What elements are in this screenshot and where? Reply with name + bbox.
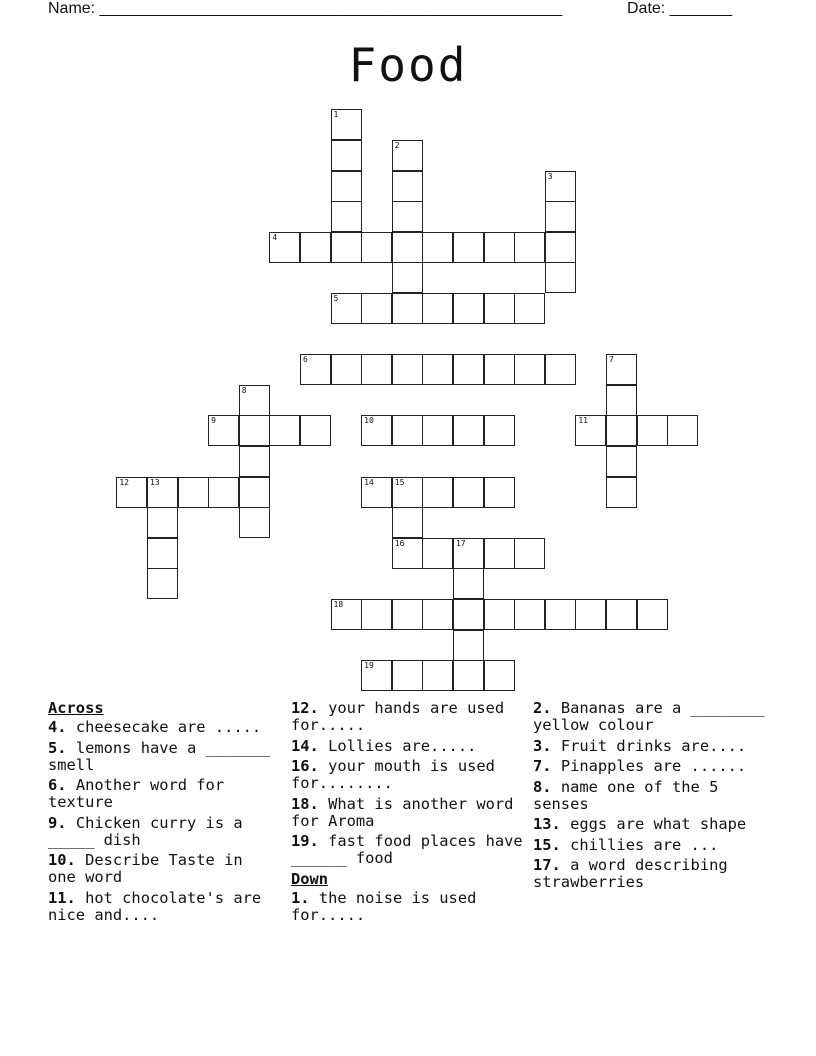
crossword-cell[interactable] bbox=[361, 232, 392, 263]
clue-text: fast food places have ______ food bbox=[291, 832, 523, 867]
cell-number: 4 bbox=[272, 232, 278, 242]
clues-column-3 bbox=[533, 700, 773, 895]
clue-item bbox=[48, 852, 278, 886]
clue-item bbox=[48, 740, 278, 774]
cell-number: 15 bbox=[394, 477, 405, 487]
clue-number: 12. bbox=[291, 699, 319, 717]
crossword-cell[interactable] bbox=[208, 477, 239, 508]
crossword-cell[interactable] bbox=[606, 415, 637, 446]
crossword-cell[interactable] bbox=[606, 446, 637, 477]
clue-text: the noise is used for..... bbox=[291, 888, 477, 924]
clue-number: 14. bbox=[291, 736, 319, 755]
crossword-cell[interactable] bbox=[178, 477, 209, 508]
crossword-cell[interactable] bbox=[361, 599, 392, 630]
clue-text: What is another word for Aroma bbox=[291, 794, 514, 830]
crossword-cell[interactable] bbox=[269, 232, 300, 263]
clue-number: 5. bbox=[48, 738, 67, 757]
crossword-cell[interactable] bbox=[545, 171, 576, 202]
clue-item bbox=[533, 758, 773, 775]
crossword-cell[interactable] bbox=[147, 477, 178, 508]
crossword-cell[interactable] bbox=[545, 599, 576, 630]
crossword-cell[interactable] bbox=[269, 415, 300, 446]
clue-number: 15. bbox=[533, 835, 561, 854]
crossword-cell[interactable] bbox=[637, 415, 668, 446]
crossword-cell[interactable] bbox=[392, 354, 423, 385]
section-heading: Down bbox=[291, 869, 329, 888]
crossword-cell[interactable] bbox=[361, 660, 392, 691]
clue-number: 9. bbox=[48, 813, 67, 832]
crossword-cell[interactable] bbox=[422, 232, 453, 263]
clue-text: your hands are used for..... bbox=[291, 699, 505, 734]
cell-number: 16 bbox=[394, 538, 405, 548]
clue-number: 17. bbox=[533, 856, 561, 874]
clue-item bbox=[533, 700, 773, 734]
crossword-cell[interactable] bbox=[392, 262, 423, 293]
crossword-cell[interactable] bbox=[147, 507, 178, 538]
crossword-cell[interactable] bbox=[422, 415, 453, 446]
clue-number: 1. bbox=[291, 888, 310, 907]
crossword-cell[interactable] bbox=[453, 630, 484, 661]
crossword-cell[interactable] bbox=[392, 201, 423, 232]
crossword-cell[interactable] bbox=[545, 354, 576, 385]
clue-item bbox=[291, 700, 526, 734]
clue-item bbox=[291, 796, 526, 830]
clue-item bbox=[291, 890, 526, 924]
crossword-cell[interactable] bbox=[514, 538, 545, 569]
crossword-cell[interactable] bbox=[606, 385, 637, 416]
crossword-cell[interactable] bbox=[116, 477, 147, 508]
crossword-cell[interactable] bbox=[239, 477, 270, 508]
crossword-cell[interactable] bbox=[514, 293, 545, 324]
cell-number: 1 bbox=[333, 110, 339, 120]
crossword-cell[interactable] bbox=[606, 599, 637, 630]
clue-text: Describe Taste in one word bbox=[48, 851, 243, 886]
crossword-cell[interactable] bbox=[453, 232, 484, 263]
crossword-cell[interactable] bbox=[545, 232, 576, 263]
clue-number: 7. bbox=[533, 757, 552, 775]
cell-number: 18 bbox=[333, 599, 344, 609]
crossword-cell[interactable] bbox=[331, 599, 362, 630]
clue-number: 8. bbox=[533, 777, 552, 796]
cell-number: 8 bbox=[241, 385, 247, 395]
crossword-cell[interactable] bbox=[514, 599, 545, 630]
date-field[interactable]: Date: _______ bbox=[627, 0, 732, 17]
crossword-cell[interactable] bbox=[392, 140, 423, 171]
crossword-cell[interactable] bbox=[484, 232, 515, 263]
crossword-cell[interactable] bbox=[545, 262, 576, 293]
clue-text: Chicken curry is a _____ dish bbox=[48, 813, 243, 849]
crossword-cell[interactable] bbox=[361, 354, 392, 385]
clue-item bbox=[48, 815, 278, 849]
crossword-cell[interactable] bbox=[453, 293, 484, 324]
crossword-cell[interactable] bbox=[606, 354, 637, 385]
crossword-cell[interactable] bbox=[239, 507, 270, 538]
crossword-cell[interactable] bbox=[392, 477, 423, 508]
crossword-cell[interactable] bbox=[300, 415, 331, 446]
crossword-cell[interactable] bbox=[453, 568, 484, 599]
clue-item bbox=[291, 738, 526, 755]
clue-text: cheesecake are ..... bbox=[75, 718, 262, 736]
crossword-cell[interactable] bbox=[453, 354, 484, 385]
clue-item bbox=[533, 779, 773, 813]
clue-number: 18. bbox=[291, 794, 319, 813]
crossword-cell[interactable] bbox=[331, 109, 362, 140]
crossword-cell[interactable] bbox=[239, 385, 270, 416]
cell-number: 7 bbox=[608, 355, 614, 365]
clue-item bbox=[291, 833, 526, 867]
crossword-cell[interactable] bbox=[484, 293, 515, 324]
section-heading: Across bbox=[48, 699, 104, 717]
crossword-cell[interactable] bbox=[484, 538, 515, 569]
cell-number: 10 bbox=[364, 416, 374, 426]
crossword-cell[interactable] bbox=[300, 354, 331, 385]
clue-number: 16. bbox=[291, 757, 319, 775]
crossword-cell[interactable] bbox=[606, 477, 637, 508]
cell-number: 6 bbox=[302, 355, 308, 365]
crossword-cell[interactable] bbox=[331, 232, 362, 263]
clue-item bbox=[533, 857, 773, 891]
clue-text: Pinapples are ...... bbox=[560, 757, 747, 775]
clue-text: Fruit drinks are.... bbox=[560, 736, 747, 755]
clue-item bbox=[533, 837, 773, 854]
crossword-cell[interactable] bbox=[422, 477, 453, 508]
crossword-cell[interactable] bbox=[484, 415, 515, 446]
crossword-cell[interactable] bbox=[575, 599, 606, 630]
crossword-cell[interactable] bbox=[392, 599, 423, 630]
clue-text: your mouth is used for........ bbox=[291, 757, 495, 792]
crossword-cell[interactable] bbox=[484, 477, 515, 508]
cell-number: 14 bbox=[364, 477, 374, 487]
crossword-cell[interactable] bbox=[392, 293, 423, 324]
clue-text: eggs are what shape bbox=[570, 815, 747, 833]
cell-number: 2 bbox=[394, 140, 400, 150]
crossword-cell[interactable] bbox=[514, 232, 545, 263]
clue-item bbox=[48, 719, 278, 736]
clue-number: 6. bbox=[48, 776, 67, 794]
crossword-cell[interactable] bbox=[422, 354, 453, 385]
crossword-cell[interactable] bbox=[453, 599, 484, 630]
clue-text: Another word for texture bbox=[48, 776, 225, 811]
crossword-cell[interactable] bbox=[453, 415, 484, 446]
crossword-cell[interactable] bbox=[361, 477, 392, 508]
clue-text: Bananas are a ________ yellow colour bbox=[533, 699, 765, 734]
clue-item bbox=[48, 777, 278, 811]
clue-number: 11. bbox=[48, 888, 76, 907]
crossword-cell[interactable] bbox=[392, 415, 423, 446]
crossword-cell[interactable] bbox=[331, 354, 362, 385]
crossword-cell[interactable] bbox=[422, 660, 453, 691]
clue-text: lemons have a _______ smell bbox=[48, 738, 271, 774]
clue-number: 10. bbox=[48, 851, 76, 869]
crossword-cell[interactable] bbox=[300, 232, 331, 263]
clue-number: 13. bbox=[533, 815, 561, 833]
clue-text: chillies are ... bbox=[570, 835, 719, 854]
crossword-cell[interactable] bbox=[422, 293, 453, 324]
crossword-cell[interactable] bbox=[422, 538, 453, 569]
crossword-cell[interactable] bbox=[392, 232, 423, 263]
cell-number: 3 bbox=[547, 171, 553, 181]
crossword-cell[interactable] bbox=[392, 660, 423, 691]
cell-number: 11 bbox=[578, 416, 588, 426]
crossword-cell[interactable] bbox=[331, 140, 362, 171]
crossword-cell[interactable] bbox=[575, 415, 606, 446]
crossword-cell[interactable] bbox=[147, 568, 178, 599]
crossword-cell[interactable] bbox=[453, 538, 484, 569]
clue-number: 19. bbox=[291, 832, 319, 850]
crossword-cell[interactable] bbox=[422, 599, 453, 630]
crossword-cell[interactable] bbox=[637, 599, 668, 630]
crossword-cell[interactable] bbox=[147, 538, 178, 569]
crossword-cell[interactable] bbox=[331, 293, 362, 324]
clue-item bbox=[533, 738, 773, 755]
cell-number: 5 bbox=[333, 293, 339, 303]
clue-text: a word describing strawberries bbox=[533, 856, 728, 891]
name-field[interactable]: Name: ____________________________________________________ bbox=[48, 0, 563, 17]
clue-text: name one of the 5 senses bbox=[533, 777, 719, 813]
crossword-cell[interactable] bbox=[667, 415, 698, 446]
crossword-cell[interactable] bbox=[484, 599, 515, 630]
clue-text: Lollies are..... bbox=[328, 736, 477, 755]
crossword-cell[interactable] bbox=[331, 201, 362, 232]
crossword-cell[interactable] bbox=[392, 171, 423, 202]
crossword-cell[interactable] bbox=[545, 201, 576, 232]
cell-number: 9 bbox=[211, 416, 216, 426]
crossword-cell[interactable] bbox=[239, 446, 270, 477]
clue-number: 2. bbox=[533, 699, 552, 717]
clue-number: 4. bbox=[48, 718, 67, 736]
crossword-cell[interactable] bbox=[239, 415, 270, 446]
crossword-cell[interactable] bbox=[514, 354, 545, 385]
clues-column-1 bbox=[48, 700, 278, 927]
crossword-cell[interactable] bbox=[484, 660, 515, 691]
crossword-cell[interactable] bbox=[208, 415, 239, 446]
clue-item bbox=[533, 816, 773, 833]
clue-text: hot chocolate's are nice and.... bbox=[48, 888, 262, 924]
crossword-cell[interactable] bbox=[392, 538, 423, 569]
clue-item bbox=[291, 758, 526, 792]
crossword-cell[interactable] bbox=[361, 415, 392, 446]
cell-number: 13 bbox=[149, 477, 160, 487]
crossword-cell[interactable] bbox=[392, 507, 423, 538]
clue-item bbox=[48, 890, 278, 924]
page-title: Food bbox=[348, 38, 468, 92]
crossword-cell[interactable] bbox=[453, 477, 484, 508]
cell-number: 17 bbox=[455, 538, 466, 548]
crossword-cell[interactable] bbox=[484, 354, 515, 385]
clue-number: 3. bbox=[533, 736, 552, 755]
crossword-cell[interactable] bbox=[331, 171, 362, 202]
crossword-cell[interactable] bbox=[361, 293, 392, 324]
cell-number: 12 bbox=[119, 477, 129, 487]
clues-column-2 bbox=[291, 700, 526, 927]
cell-number: 19 bbox=[364, 661, 374, 671]
crossword-cell[interactable] bbox=[453, 660, 484, 691]
